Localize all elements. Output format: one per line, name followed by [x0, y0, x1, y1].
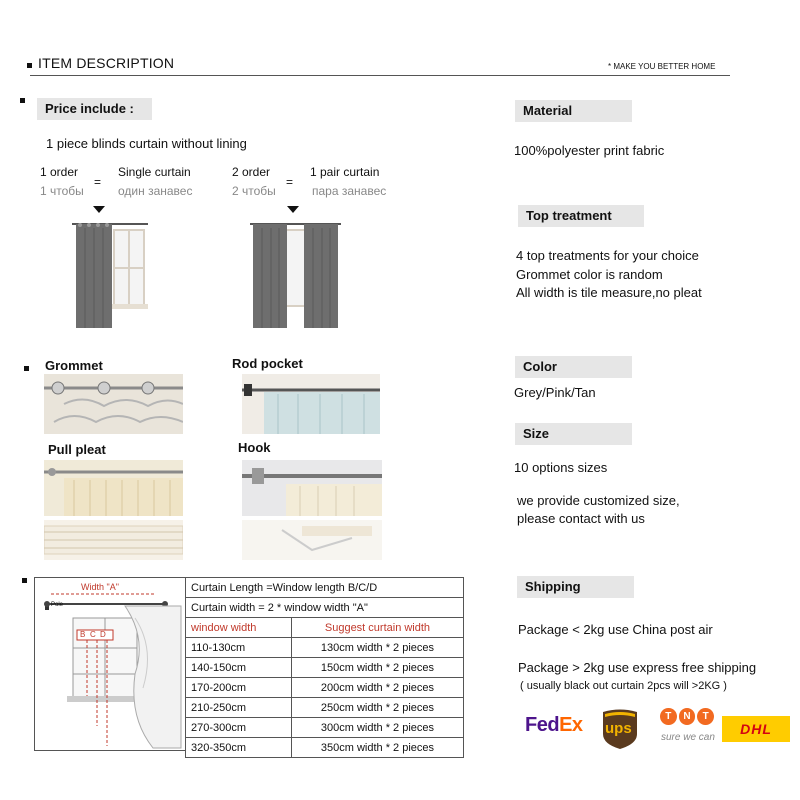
color-text: Grey/Pink/Tan [514, 385, 596, 400]
table-row [186, 638, 464, 658]
order2-result-ru: пара занавес [312, 184, 387, 198]
tnt-letter-t1: T [660, 708, 677, 725]
window-width-cell: 170-200cm [186, 678, 292, 698]
fedex-fed: Fed [525, 714, 560, 736]
price-description: 1 piece blinds curtain without lining [46, 136, 247, 151]
table-row [186, 718, 464, 738]
grommet-label: Grommet [45, 358, 103, 373]
fedex-logo [525, 714, 583, 737]
table-row [186, 738, 464, 758]
order2-qty-ru: 2 чтобы [232, 184, 276, 198]
width-rule: Curtain width = 2 * window width "A" [186, 598, 464, 618]
col-window-width-header: window width [186, 618, 292, 638]
dhl-logo [722, 716, 790, 742]
order1-qty: 1 order [40, 165, 79, 179]
header-divider [30, 75, 730, 76]
header-bullet [27, 63, 32, 68]
order1-qty-ru: 1 чтобы [40, 184, 84, 198]
table-row [186, 678, 464, 698]
top-treatment-line-2: Grommet color is random [516, 267, 663, 282]
hook-detail-image [242, 520, 382, 560]
suggest-width-cell: 250cm width * 2 pieces [291, 698, 463, 718]
order1-arrow-icon [93, 206, 105, 213]
price-heading: Price include : [37, 98, 152, 120]
size-table-header-row [186, 618, 464, 638]
diagram-letter-b: B [80, 630, 86, 639]
shipping-line-2: Package > 2kg use express free shipping [518, 660, 757, 675]
color-heading: Color [515, 356, 632, 378]
diagram-letter-c: C [90, 630, 96, 639]
order2-result: 1 pair curtain [310, 165, 380, 179]
price-bullet [20, 98, 25, 103]
order1-result: Single curtain [118, 165, 191, 179]
size-custom-line-1: we provide customized size, [517, 493, 680, 508]
length-rule: Curtain Length =Window length B/C/D [186, 578, 464, 598]
page-title: ITEM DESCRIPTION [38, 55, 175, 71]
table-row [186, 658, 464, 678]
tnt-logo [660, 708, 714, 728]
order2-arrow-icon [287, 206, 299, 213]
dhl-text: DHL [740, 721, 772, 737]
suggest-width-cell: 200cm width * 2 pieces [291, 678, 463, 698]
pull-pleat-image [44, 460, 183, 516]
tnt-letter-n: N [679, 708, 696, 725]
treatments-bullet [24, 366, 29, 371]
pull-pleat-tape-image [44, 520, 183, 560]
top-treatment-heading: Top treatment [518, 205, 644, 227]
diagram-pole-label: Pole [51, 602, 64, 608]
suggest-width-cell: 350cm width * 2 pieces [291, 738, 463, 758]
size-table [185, 577, 464, 758]
size-diagram [34, 577, 186, 751]
col-suggest-width-header: Suggest curtain width [291, 618, 463, 638]
hook-image [242, 460, 382, 516]
order2-qty: 2 order [232, 165, 271, 179]
diagram-bullet [22, 578, 27, 583]
order1-eq: = [94, 175, 102, 189]
ups-text: ups [605, 720, 632, 737]
tnt-slogan: sure we can [661, 732, 715, 743]
order1-result-ru: один занавес [118, 184, 193, 198]
suggest-width-cell: 130cm width * 2 pieces [291, 638, 463, 658]
window-width-cell: 210-250cm [186, 698, 292, 718]
diagram-letter-d: D [100, 630, 106, 639]
top-treatment-line-1: 4 top treatments for your choice [516, 248, 699, 263]
top-treatment-line-3: All width is tile measure,no pleat [516, 285, 702, 300]
pair-curtain-image [248, 218, 343, 330]
window-width-cell: 320-350cm [186, 738, 292, 758]
size-heading: Size [515, 423, 632, 445]
window-width-cell: 270-300cm [186, 718, 292, 738]
window-width-cell: 110-130cm [186, 638, 292, 658]
size-options: 10 options sizes [514, 460, 608, 475]
shipping-line-1: Package < 2kg use China post air [518, 622, 713, 637]
size-table-length-row [186, 578, 464, 598]
window-width-cell: 140-150cm [186, 658, 292, 678]
size-table-width-row [186, 598, 464, 618]
shipping-heading: Shipping [517, 576, 634, 598]
single-curtain-image [70, 218, 150, 330]
rod-pocket-image [242, 374, 380, 434]
pull-pleat-label: Pull pleat [48, 442, 106, 457]
size-custom-line-2: please contact with us [517, 511, 645, 526]
tnt-letter-t2: T [697, 708, 714, 725]
material-heading: Material [515, 100, 632, 122]
page-tagline: * MAKE YOU BETTER HOME [608, 62, 716, 71]
hook-label: Hook [238, 440, 271, 455]
suggest-width-cell: 150cm width * 2 pieces [291, 658, 463, 678]
rod-pocket-label: Rod pocket [232, 356, 303, 371]
shipping-note: ( usually black out curtain 2pcs will >2KG ) [520, 680, 727, 692]
suggest-width-cell: 300cm width * 2 pieces [291, 718, 463, 738]
order2-eq: = [286, 175, 294, 189]
grommet-image [44, 374, 183, 434]
diagram-width-label: Width "A" [81, 582, 119, 592]
fedex-ex: Ex [559, 714, 583, 736]
material-text: 100%polyester print fabric [514, 143, 665, 158]
table-row [186, 698, 464, 718]
